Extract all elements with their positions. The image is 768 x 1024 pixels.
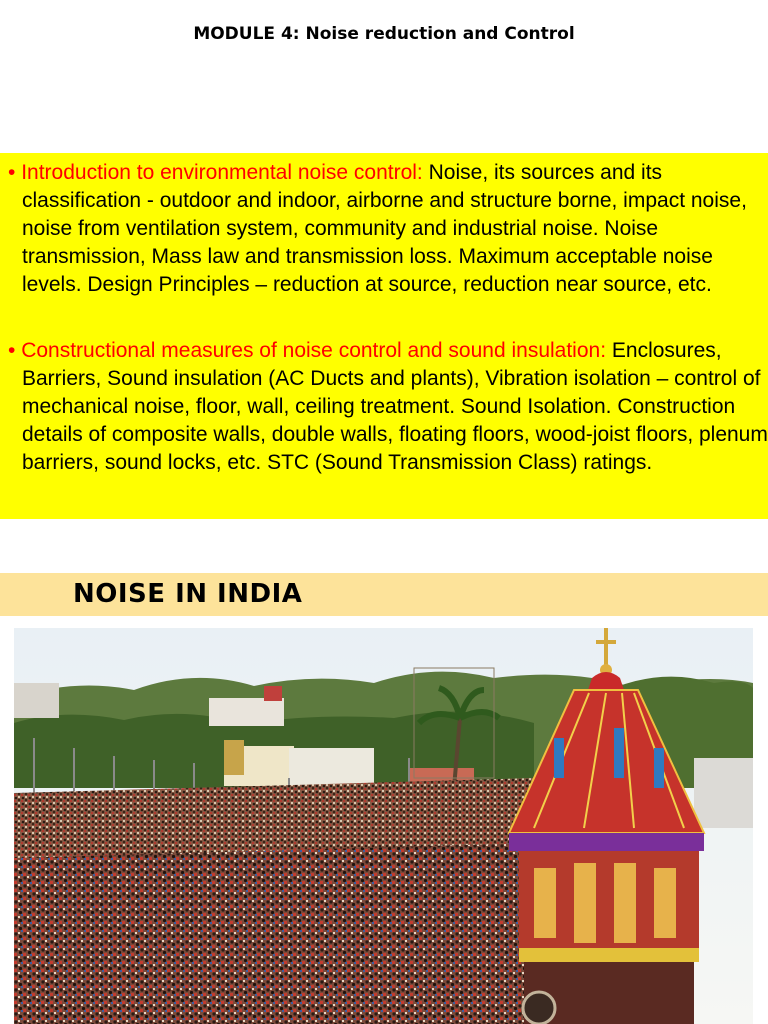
syllabus-item-1 xyxy=(8,159,768,299)
syllabus-item-body: Enclosures, Barriers, Sound insulation (AC Ducts and plants), Vibration isolation – control of mechanical noise, floor, wall, ceiling treatment. Sound Isolation. Construction details of composite walls, double walls, floating floors, wood-joist floors, plenum barriers, sound locks, etc. STC (Sound Transmission Class) ratings. xyxy=(22,339,768,474)
syllabus-item-heading: Constructional measures of noise control and sound insulation: xyxy=(21,339,607,362)
crowd-temple-chariot-photo xyxy=(14,628,753,1024)
section-title: NOISE IN INDIA xyxy=(73,579,303,609)
syllabus-item-heading: Introduction to environmental noise control: xyxy=(21,161,423,184)
bullet-marker: • xyxy=(8,161,16,184)
page-title: MODULE 4: Noise reduction and Control xyxy=(193,24,575,44)
bullet-marker: • xyxy=(8,339,16,362)
syllabus-item-body: Noise, its sources and its classification - outdoor and indoor, airborne and structure borne, impact noise, noise from ventilation system, community and industrial noise. Noise transmission, Mass law and transmission loss. Maximum acceptable noise levels. Design Principles – reduction at source, reduction near source, etc. xyxy=(22,161,747,296)
syllabus-item-2 xyxy=(8,337,768,477)
